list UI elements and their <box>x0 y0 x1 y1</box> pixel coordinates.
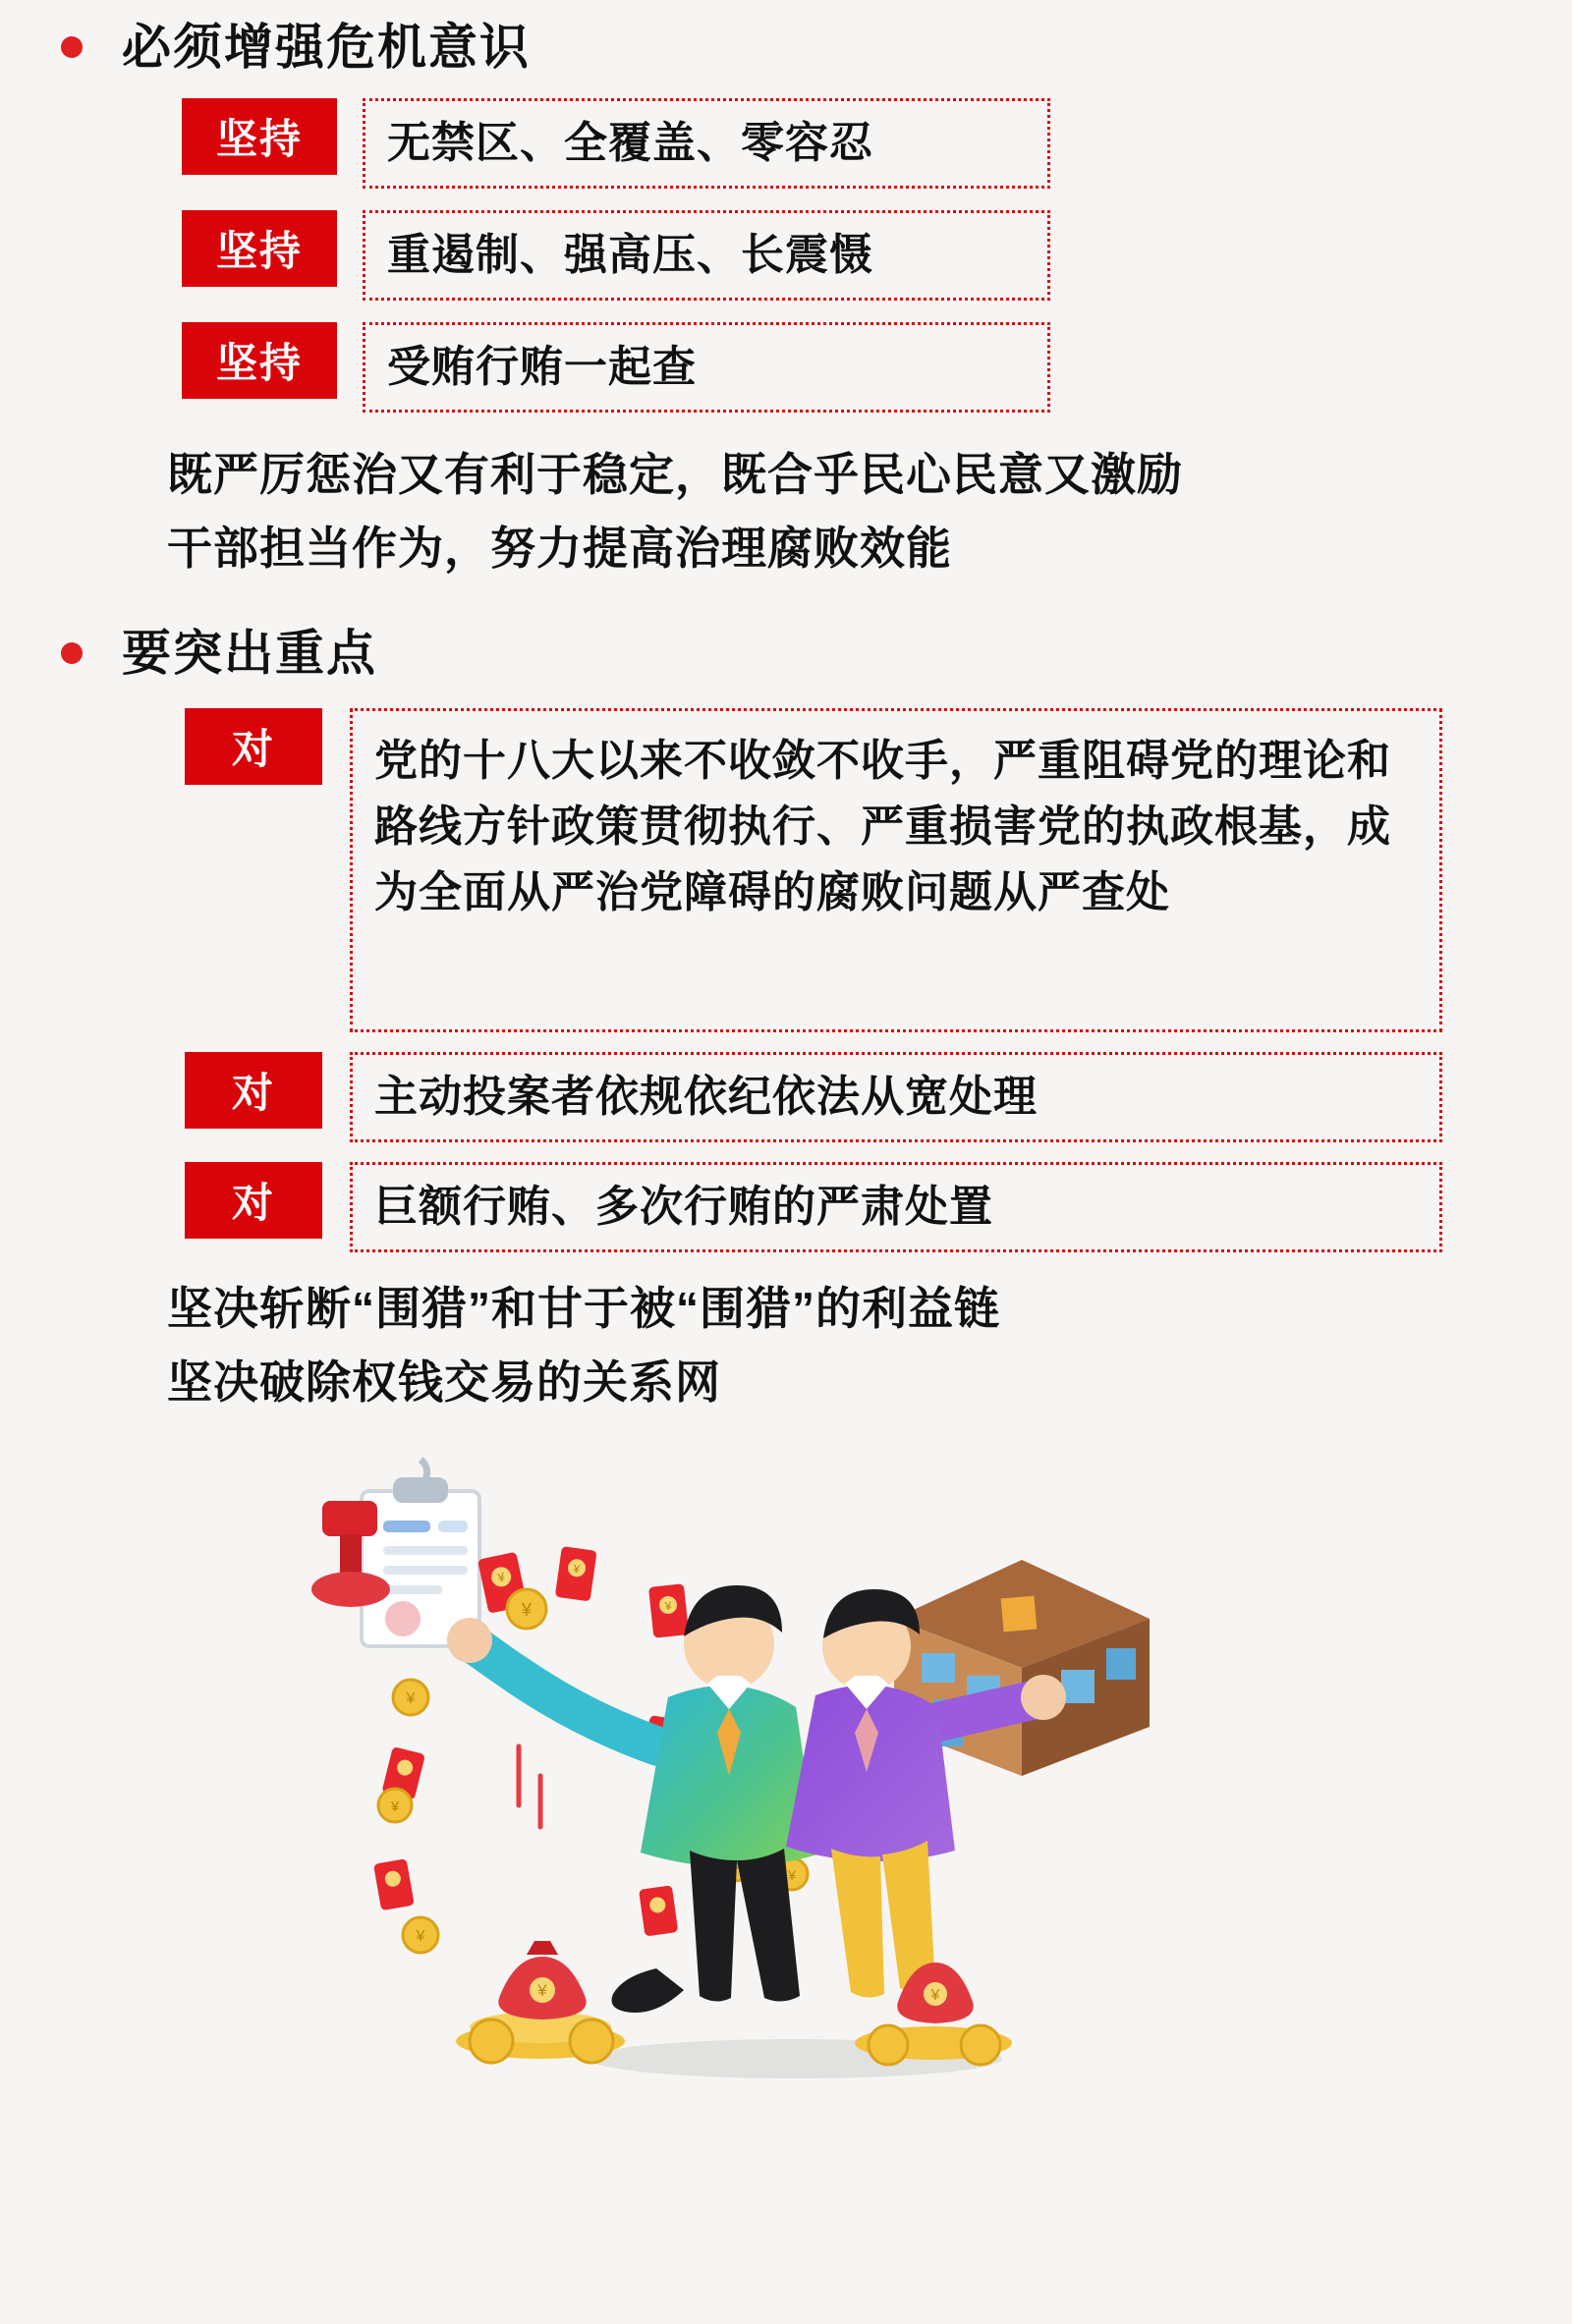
row-tag-wrapper <box>185 1052 322 1142</box>
row-text: 重遏制、强高压、长震慑 <box>387 231 873 280</box>
bullet-dot-icon <box>61 36 83 58</box>
list-item <box>182 322 1572 413</box>
svg-text:¥: ¥ <box>496 1569 507 1586</box>
section-heading <box>0 18 1572 77</box>
row-text: 受贿行贿一起查 <box>387 343 697 392</box>
svg-text:¥: ¥ <box>390 1798 400 1816</box>
svg-text:¥: ¥ <box>572 1561 582 1577</box>
row-content-box <box>363 322 1050 413</box>
row-tag-wrapper <box>185 708 322 1032</box>
slide-page <box>0 18 1572 2324</box>
paragraph-line: 干部担当作为，努力提高治理腐败效能 <box>167 522 952 574</box>
bullet-dot-icon <box>61 642 83 664</box>
row-tag-badge: 对 <box>185 1162 322 1239</box>
list-item <box>182 98 1572 189</box>
row-content-box <box>363 98 1050 189</box>
section-paragraph <box>0 438 1572 584</box>
row-content-box <box>350 708 1442 1032</box>
paragraph-line: 既严厉惩治又有利于稳定，既合乎民心民意又激励 <box>167 449 1183 500</box>
row-text: 无禁区、全覆盖、零容忍 <box>387 119 873 168</box>
paragraph-line: 坚决斩断“围猎”和甘于被“围猎”的利益链 <box>167 1283 1000 1335</box>
paragraph-line: 坚决破除权钱交易的关系网 <box>167 1356 721 1408</box>
row-content-box <box>350 1052 1442 1142</box>
svg-text:¥: ¥ <box>788 1867 796 1884</box>
row-text: 巨额行贿、多次行贿的严肃处置 <box>374 1182 993 1231</box>
svg-text:¥: ¥ <box>537 1981 547 2001</box>
illustration-svg <box>246 1452 1326 2100</box>
section-heading <box>0 624 1572 683</box>
svg-text:¥: ¥ <box>521 1600 533 1621</box>
list-item <box>182 210 1572 301</box>
section-highlight-priorities <box>0 624 1572 1418</box>
section-title: 要突出重点 <box>122 626 377 682</box>
svg-text:¥: ¥ <box>930 1987 940 2005</box>
section-paragraph <box>0 1272 1572 1418</box>
svg-text:¥: ¥ <box>416 1928 425 1946</box>
row-text: 党的十八大以来不收敛不收手，严重阻碍党的理论和路线方针政策贯彻执行、严重损害党的执政根基，成为全面从严治党障碍的腐败问题从严查处 <box>374 737 1391 916</box>
clipboard-icon <box>362 1460 479 1646</box>
section-crisis-awareness <box>0 18 1572 584</box>
svg-text:¥: ¥ <box>664 1598 673 1614</box>
dui-rows-list <box>0 708 1572 1252</box>
row-tag-wrapper <box>185 1162 322 1252</box>
row-text: 主动投案者依规依纪依法从宽处理 <box>374 1072 1038 1121</box>
list-item <box>185 1052 1572 1142</box>
section-title: 必须增强危机意识 <box>122 20 531 75</box>
row-tag-badge: 对 <box>185 1052 322 1129</box>
list-item <box>185 708 1572 1032</box>
row-tag-badge: 对 <box>185 708 322 785</box>
bribery-illustration <box>0 1452 1572 2100</box>
keep-rows-list <box>0 98 1572 413</box>
row-content-box <box>350 1162 1442 1252</box>
row-content-box <box>363 210 1050 301</box>
list-item <box>185 1162 1572 1252</box>
row-tag-badge: 坚持 <box>182 210 337 287</box>
row-tag-badge: 坚持 <box>182 322 337 399</box>
row-tag-badge: 坚持 <box>182 98 337 175</box>
svg-text:¥: ¥ <box>406 1690 416 1708</box>
